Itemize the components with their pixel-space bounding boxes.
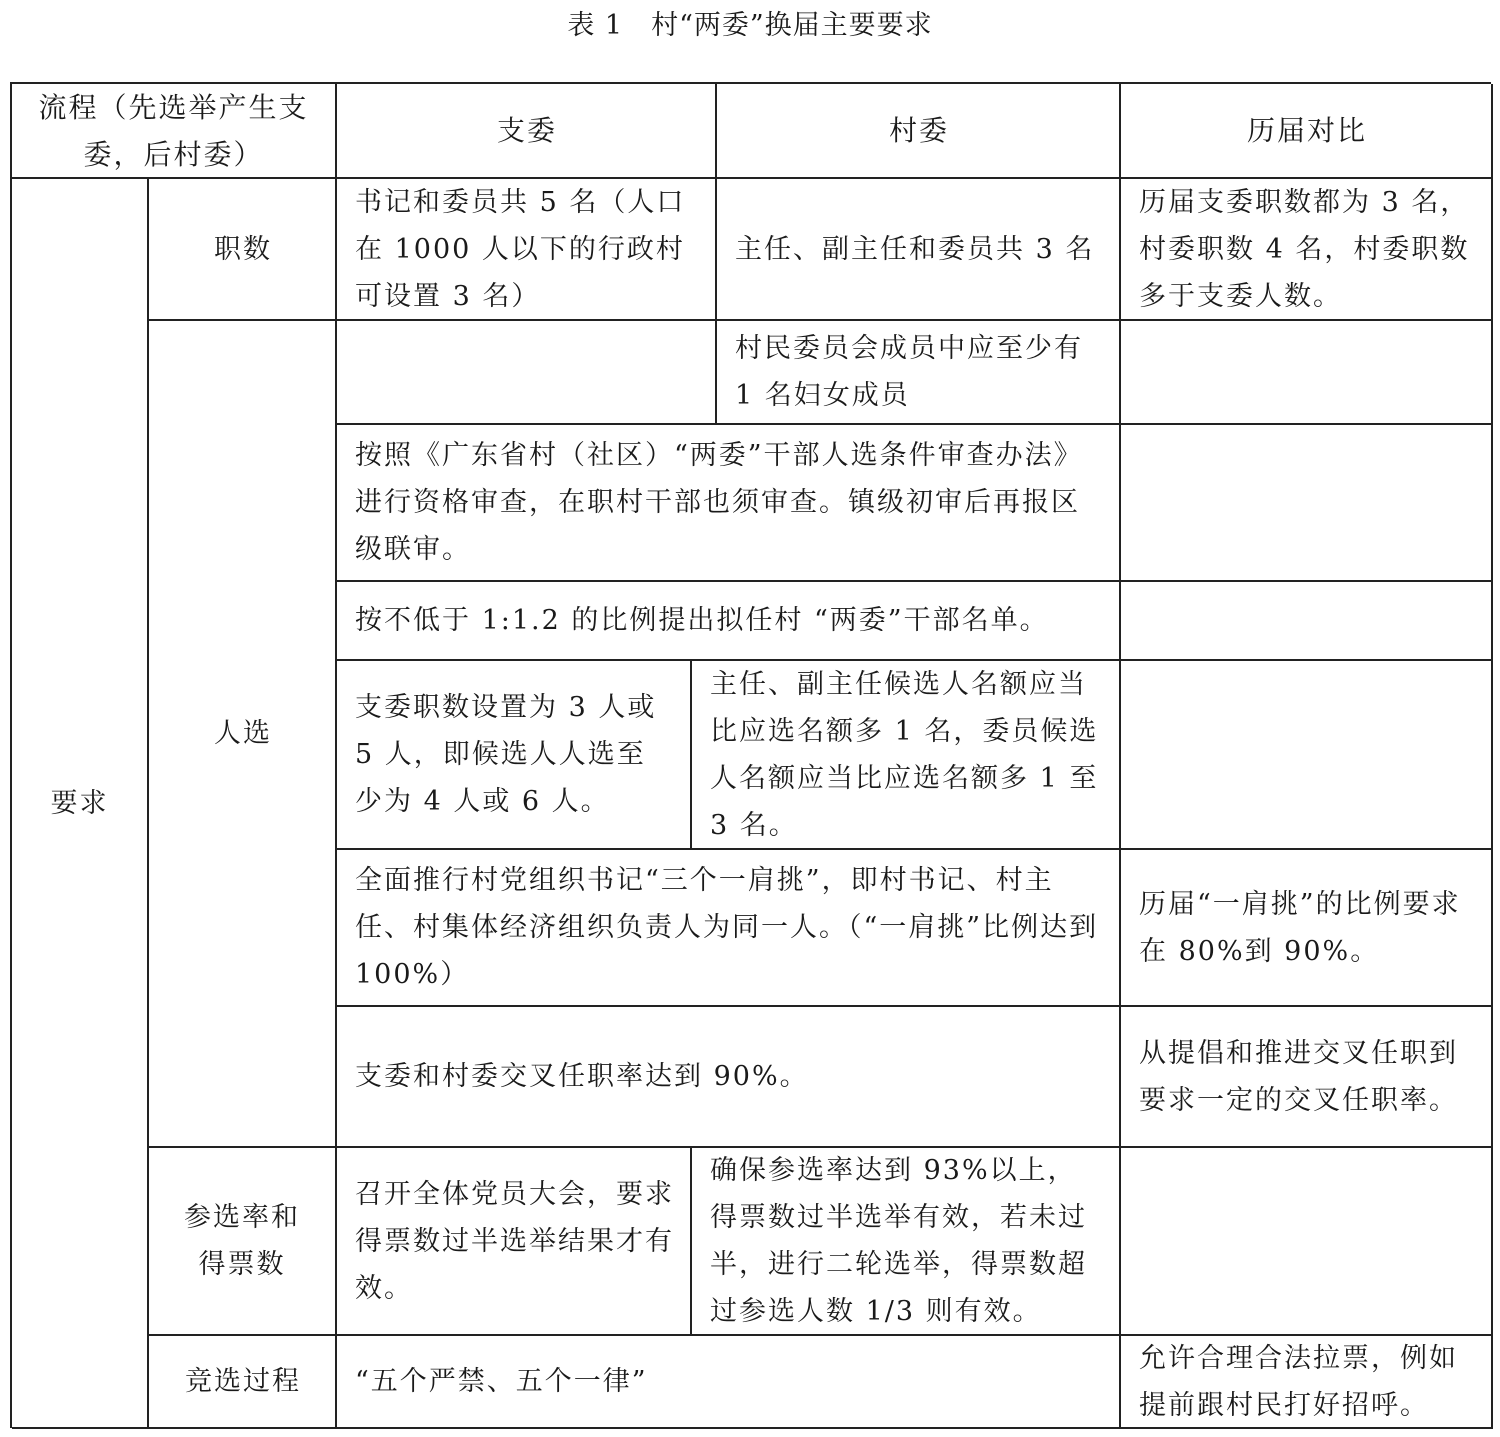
qualification-review: 按照《广东省村（社区）“两委”干部人选条件审查办法》进行资格审查，在职村干部也须审查。镇级初审后再报区级联审。 bbox=[337, 425, 1121, 582]
branch-candidates: 支委职数设置为 3 人或 5 人，即候选人人选至少为 4 人或 6 人。 bbox=[337, 661, 692, 850]
candidates-history-empty bbox=[1121, 661, 1493, 850]
requirements-label: 要求 bbox=[12, 179, 149, 1429]
women-member-village: 村民委员会成员中应至少有 1 名妇女成员 bbox=[717, 321, 1121, 425]
campaign-rule: “五个严禁、五个一律” bbox=[337, 1336, 1121, 1429]
candidate-ratio: 按不低于 1:1.2 的比例提出拟任村 “两委”干部名单。 bbox=[337, 582, 1121, 661]
one-shoulder-policy: 全面推行村党组织书记“三个一肩挑”，即村书记、村主任、村集体经济组织负责人为同一人。（“一肩挑”比例达到 100%） bbox=[337, 850, 1121, 1007]
positions-village: 主任、副主任和委员共 3 名 bbox=[717, 179, 1121, 321]
turnout-branch: 召开全体党员大会，要求得票数过半选举结果才有效。 bbox=[337, 1148, 692, 1336]
positions-label: 职数 bbox=[149, 179, 337, 321]
turnout-history-empty bbox=[1121, 1148, 1493, 1336]
positions-branch: 书记和委员共 5 名（人口在 1000 人以下的行政村可设置 3 名） bbox=[337, 179, 717, 321]
turnout-village: 确保参选率达到 93%以上，得票数过半选举有效，若未过半，进行二轮选举，得票数超过参选人数 1/3 则有效。 bbox=[692, 1148, 1121, 1336]
campaign-history: 允许合理合法拉票，例如提前跟村民打好招呼。 bbox=[1121, 1336, 1493, 1429]
header-branch: 支委 bbox=[337, 84, 717, 179]
cross-appointment: 支委和村委交叉任职率达到 90%。 bbox=[337, 1007, 1121, 1148]
positions-history: 历届支委职数都为 3 名，村委职数 4 名，村委职数多于支委人数。 bbox=[1121, 179, 1493, 321]
cross-appointment-history: 从提倡和推进交叉任职到要求一定的交叉任职率。 bbox=[1121, 1007, 1493, 1148]
election-requirements-table bbox=[10, 82, 1491, 1428]
campaign-label: 竞选过程 bbox=[149, 1336, 337, 1429]
header-process: 流程（先选举产生支委，后村委） bbox=[12, 84, 337, 179]
qualification-history-empty bbox=[1121, 425, 1493, 582]
ratio-history-empty bbox=[1121, 582, 1493, 661]
table-caption: 表 1 村“两委”换届主要要求 bbox=[567, 10, 933, 41]
turnout-label: 参选率和得票数 bbox=[149, 1148, 337, 1336]
village-candidates: 主任、副主任候选人名额应当比应选名额多 1 名，委员候选人名额应当比应选名额多 1 至 3 名。 bbox=[692, 661, 1121, 850]
women-member-branch-empty bbox=[337, 321, 717, 425]
candidates-label: 人选 bbox=[149, 321, 337, 1148]
women-member-history-empty bbox=[1121, 321, 1493, 425]
header-village: 村委 bbox=[717, 84, 1121, 179]
one-shoulder-history: 历届“一肩挑”的比例要求在 80%到 90%。 bbox=[1121, 850, 1493, 1007]
header-history: 历届对比 bbox=[1121, 84, 1493, 179]
